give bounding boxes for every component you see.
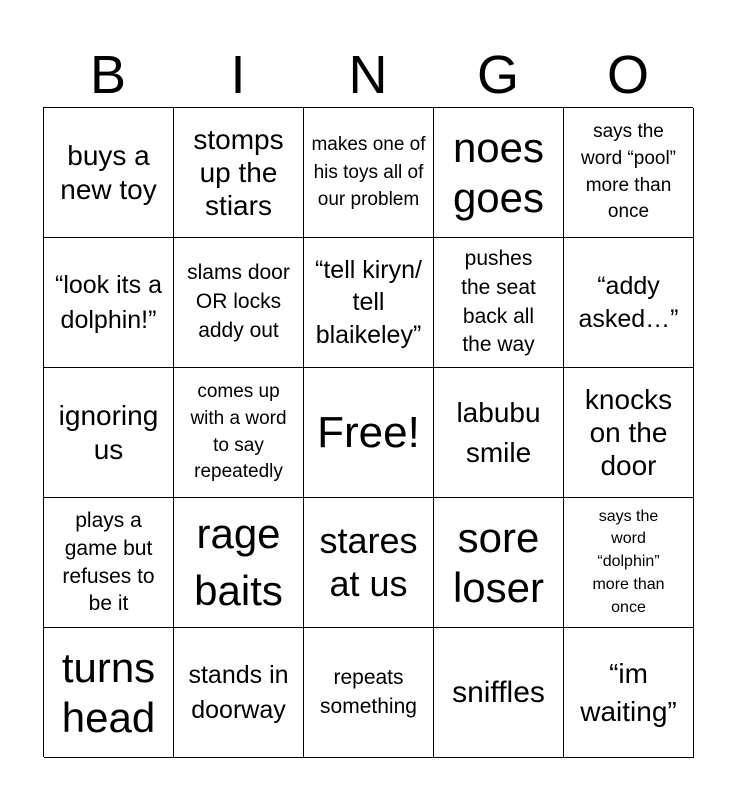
cell-text: says the word “dolphin” more than once bbox=[592, 507, 665, 616]
bingo-cell-r4c5[interactable] bbox=[564, 498, 694, 628]
cell-text: “addy asked…” bbox=[578, 272, 679, 333]
bingo-cell-r4c4[interactable] bbox=[434, 498, 564, 628]
bingo-cell-r2c1[interactable] bbox=[44, 238, 174, 368]
bingo-cell-r2c5[interactable] bbox=[564, 238, 694, 368]
bingo-cell-r4c2[interactable] bbox=[174, 498, 304, 628]
bingo-cell-r5c3[interactable] bbox=[304, 628, 434, 758]
header-letter-b: B bbox=[89, 45, 127, 105]
bingo-cell-r3c5[interactable] bbox=[564, 368, 694, 498]
bingo-cell-r2c4[interactable] bbox=[434, 238, 564, 368]
cell-text: sore loser bbox=[452, 513, 545, 611]
bingo-cell-r3c2[interactable] bbox=[174, 368, 304, 498]
bingo-cell-r2c2[interactable] bbox=[174, 238, 304, 368]
cell-text: noes goes bbox=[452, 123, 545, 221]
cell-text: plays a game but refuses to be it bbox=[62, 509, 155, 616]
bingo-cell-r2c3[interactable] bbox=[304, 238, 434, 368]
bingo-cell-r4c3[interactable] bbox=[304, 498, 434, 628]
bingo-cell-r3c1[interactable] bbox=[44, 368, 174, 498]
cell-text: labubu smile bbox=[456, 397, 541, 468]
bingo-cell-r5c1[interactable] bbox=[44, 628, 174, 758]
bingo-cell-r1c4[interactable] bbox=[434, 108, 564, 238]
cell-text: stares at us bbox=[319, 520, 418, 604]
bingo-cell-r5c2[interactable] bbox=[174, 628, 304, 758]
cell-text: comes up with a word to say repeatedly bbox=[190, 381, 287, 483]
cell-text: says the word “pool” more than once bbox=[580, 121, 677, 223]
cell-text: knocks on the door bbox=[584, 383, 673, 482]
bingo-cell-r1c3[interactable] bbox=[304, 108, 434, 238]
cell-text: “im waiting” bbox=[580, 657, 677, 727]
cell-text: buys a new toy bbox=[60, 140, 157, 205]
cell-text: turns head bbox=[61, 643, 156, 741]
bingo-cell-r1c5[interactable] bbox=[564, 108, 694, 238]
cell-text: makes one of his toys all of our problem bbox=[311, 134, 426, 211]
bingo-cell-r5c4[interactable] bbox=[434, 628, 564, 758]
header-letter-n: N bbox=[348, 45, 388, 105]
cell-text: sniffles bbox=[452, 675, 545, 709]
bingo-cell-r1c1[interactable] bbox=[44, 108, 174, 238]
cell-text: “look its a dolphin!” bbox=[55, 270, 162, 334]
free-space-text: Free! bbox=[317, 407, 420, 457]
cell-text: repeats something bbox=[320, 665, 417, 718]
bingo-cell-r5c5[interactable] bbox=[564, 628, 694, 758]
cell-text: ignoring us bbox=[58, 400, 159, 465]
header-letter-o: O bbox=[606, 45, 649, 105]
bingo-cell-r3c4[interactable] bbox=[434, 368, 564, 498]
cell-text: rage baits bbox=[194, 509, 283, 614]
bingo-header bbox=[43, 43, 693, 107]
cell-text: pushes the seat back all the way bbox=[461, 246, 536, 357]
cell-text: stomps up the stiars bbox=[193, 123, 284, 222]
cell-text: “tell kiryn/ tell blaikeley” bbox=[315, 255, 422, 349]
cell-text: stands in doorway bbox=[188, 660, 289, 724]
bingo-board bbox=[43, 107, 693, 757]
bingo-cell-free[interactable] bbox=[304, 368, 434, 498]
header-letter-g: G bbox=[476, 45, 519, 105]
cell-text: slams door OR locks addy out bbox=[187, 261, 290, 342]
bingo-cell-r1c2[interactable] bbox=[174, 108, 304, 238]
header-letter-i: I bbox=[230, 45, 246, 105]
bingo-cell-r4c1[interactable] bbox=[44, 498, 174, 628]
